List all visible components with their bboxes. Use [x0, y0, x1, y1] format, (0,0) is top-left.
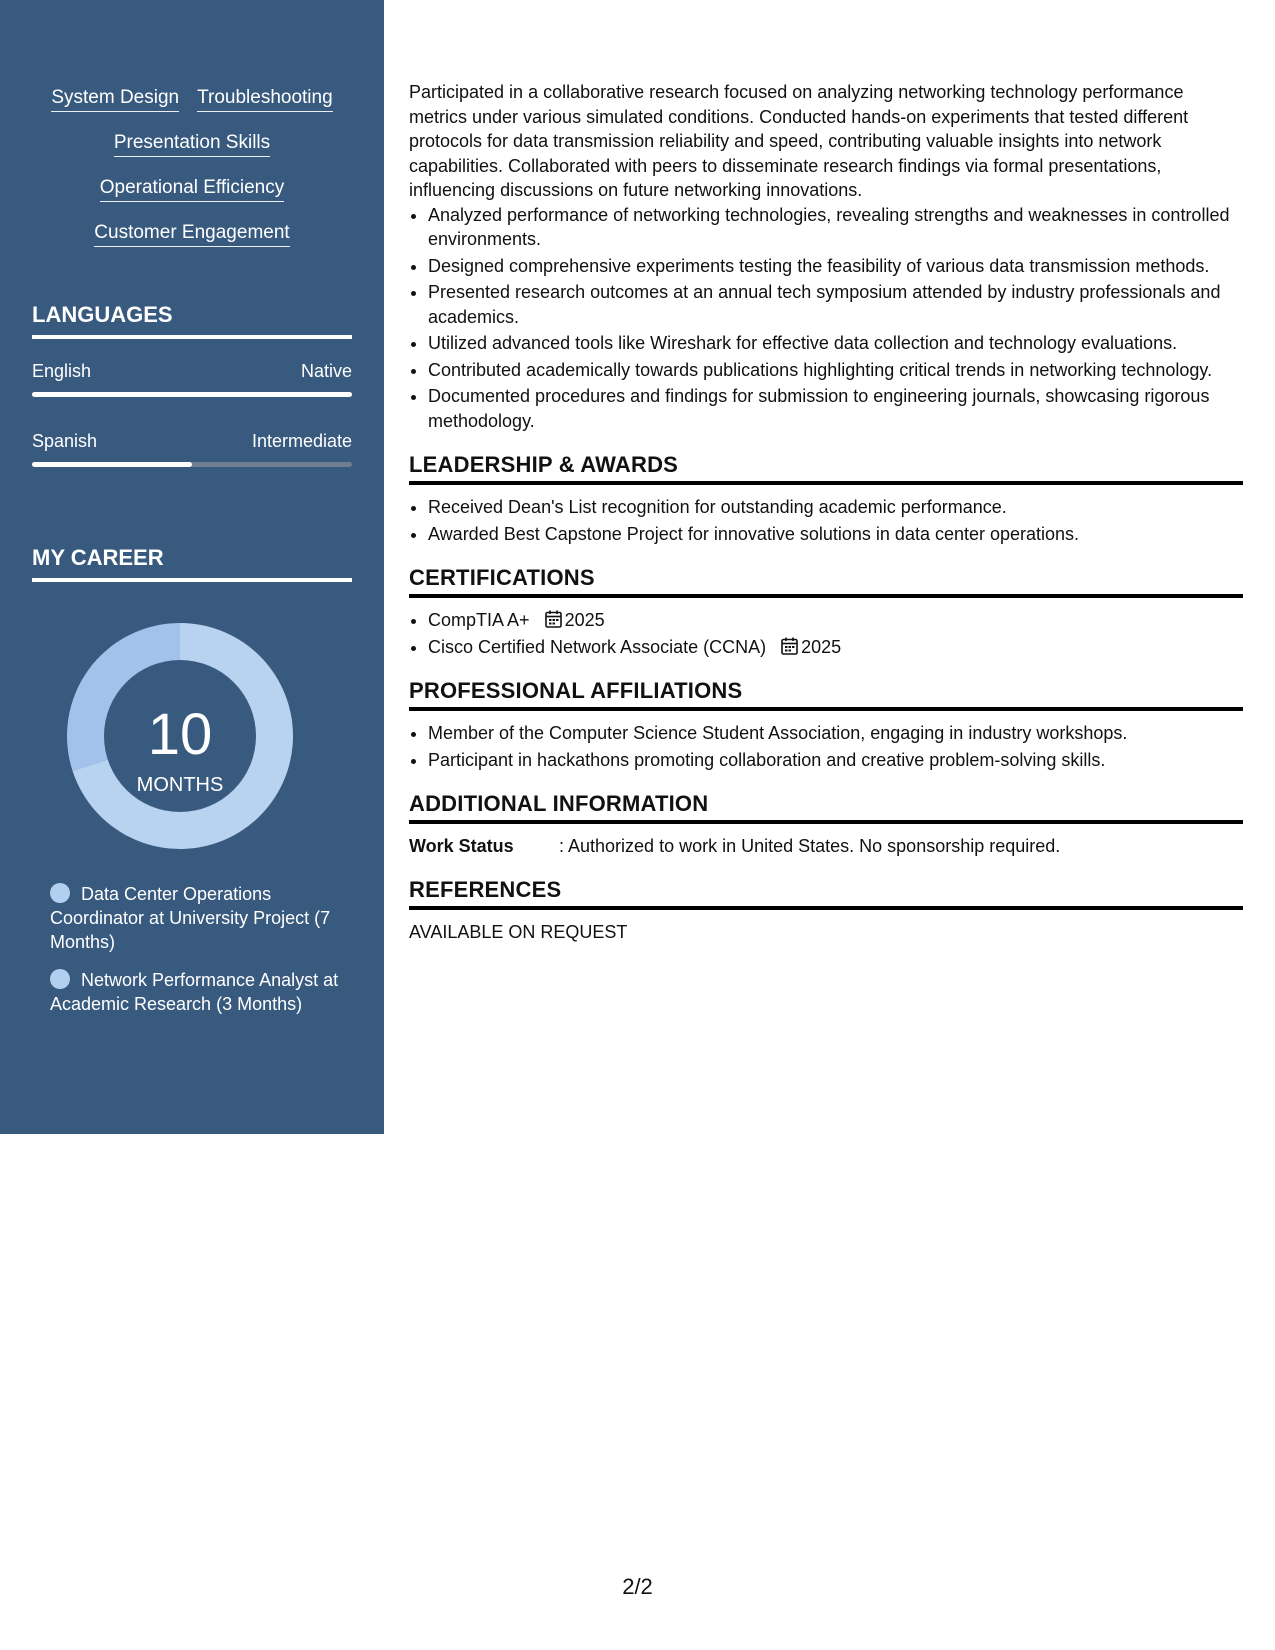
- skill-tag[interactable]: System Design: [51, 86, 179, 112]
- work-status-value: : Authorized to work in United States. No sponsorship required.: [559, 836, 1061, 856]
- leadership-list: [409, 495, 1243, 546]
- skill-row: [0, 131, 384, 176]
- section-heading-affiliations: PROFESSIONAL AFFILIATIONS: [409, 677, 1243, 711]
- language-level: Native: [300, 361, 352, 381]
- legend-dot-icon: [50, 969, 70, 989]
- skill-row: [0, 176, 384, 221]
- certification-item: [428, 608, 1243, 633]
- certifications-list: [409, 608, 1243, 659]
- certification-year: 2025: [801, 636, 842, 657]
- language-level: Intermediate: [251, 431, 352, 451]
- skill-tag[interactable]: Operational Efficiency: [100, 176, 284, 202]
- language-name: Spanish: [32, 431, 98, 451]
- career-total-value: 10: [147, 702, 213, 767]
- sidebar: [0, 0, 384, 1134]
- languages-heading: LANGUAGES: [32, 301, 352, 339]
- list-item: • Documented procedures and findings for submission to engineering journals, showcasing rigorous methodology.: [428, 384, 1243, 433]
- certification-name: CompTIA A+: [428, 610, 530, 630]
- skill-tag[interactable]: Customer Engagement: [94, 221, 289, 247]
- work-status-row: [409, 834, 1243, 858]
- experience-summary: Participated in a collaborative research focused on analyzing networking technology performance metrics under various simulated conditions. Conducted hands-on experiments that tested different protocols for data transmission reliability and speed, contributing valuable insights into network capabilities. Collaborated with peers to disseminate research findings via formal presentations, influencing discussions on future networking innovations.: [409, 82, 1189, 200]
- language-name: English: [32, 361, 92, 381]
- section-heading-leadership: LEADERSHIP & AWARDS: [409, 451, 1243, 485]
- section-heading-references: REFERENCES: [409, 876, 1243, 910]
- career-item-label: Network Performance Analyst at Academic Research (3 Months): [50, 970, 339, 1014]
- skill-row: [0, 221, 384, 266]
- affiliations-list: [409, 721, 1243, 772]
- list-item: • Utilized advanced tools like Wireshark for effective data collection and technology evaluations.: [428, 331, 1243, 356]
- career-legend: [50, 882, 350, 1030]
- list-item: • Analyzed performance of networking technologies, revealing strengths and weaknesses in controlled environments.: [428, 203, 1243, 252]
- page-number: 2/2: [622, 1574, 653, 1599]
- work-status-label: Work Status: [409, 836, 514, 856]
- skill-row: [0, 86, 384, 131]
- certification-name: Cisco Certified Network Associate (CCNA): [428, 636, 767, 657]
- career-heading: MY CAREER: [32, 544, 352, 582]
- language-bar: [32, 462, 352, 467]
- career-item: [50, 882, 350, 954]
- experience-bullets: [409, 203, 1243, 434]
- list-item: • Designed comprehensive experiments testing the feasibility of various data transmission methods.: [428, 254, 1243, 279]
- references-text: AVAILABLE ON REQUEST: [409, 922, 628, 942]
- section-heading-additional: ADDITIONAL INFORMATION: [409, 790, 1243, 824]
- legend-dot-icon: [50, 883, 70, 903]
- list-item: • Awarded Best Capstone Project for innovative solutions in data center operations.: [428, 522, 1243, 547]
- list-item: • Member of the Computer Science Student Association, engaging in industry workshops.: [428, 721, 1243, 746]
- list-item: • Received Dean's List recognition for outstanding academic performance.: [428, 495, 1243, 520]
- list-item: • Participant in hackathons promoting collaboration and creative problem-solving skills.: [428, 748, 1243, 773]
- language-bar-fill: [32, 462, 192, 467]
- list-item: • Presented research outcomes at an annual tech symposium attended by industry professionals and academics.: [428, 280, 1243, 329]
- main-content: [409, 80, 1243, 944]
- language-spanish: [32, 430, 352, 467]
- career-total-unit: MONTHS: [136, 774, 224, 796]
- certification-item: [428, 635, 1243, 660]
- list-item: • Contributed academically towards publications highlighting critical trends in networking technology.: [428, 358, 1243, 383]
- calendar-icon: [781, 637, 798, 655]
- career-item: [50, 968, 350, 1016]
- section-heading-certifications: CERTIFICATIONS: [409, 564, 1243, 598]
- certification-year: 2025: [564, 610, 605, 630]
- language-english: [32, 360, 352, 397]
- career-donut-chart: [62, 618, 298, 854]
- language-bar-fill: [32, 392, 352, 397]
- language-bar: [32, 392, 352, 397]
- skill-tag[interactable]: Presentation Skills: [114, 131, 270, 157]
- calendar-icon: [545, 610, 562, 628]
- skills-list: [0, 86, 384, 266]
- skill-tag[interactable]: Troubleshooting: [197, 86, 333, 112]
- career-item-label: Data Center Operations Coordinator at University Project (7 Months): [50, 884, 331, 952]
